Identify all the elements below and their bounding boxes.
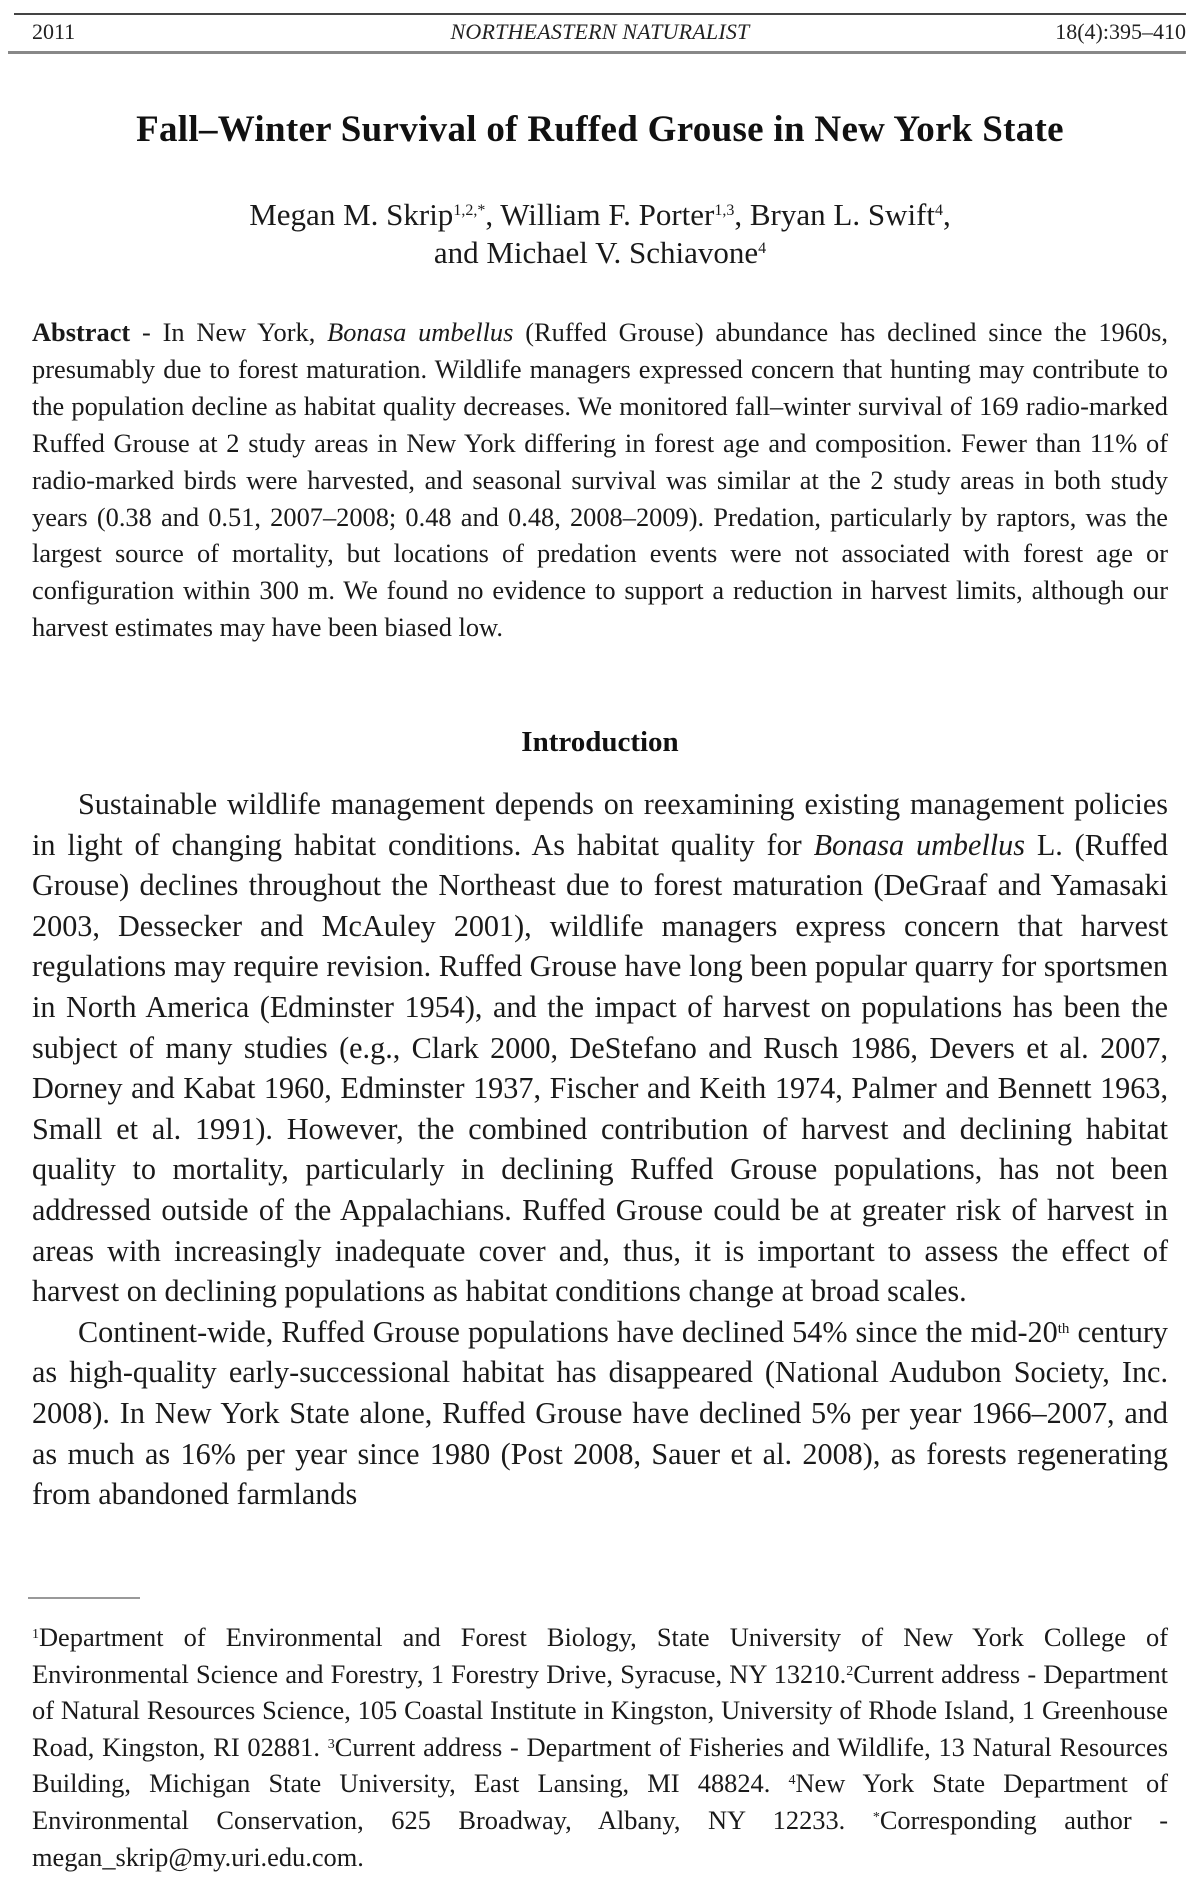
paragraph-text: L. (Ruffed Grouse) declines throughout the Northeast due to forest maturation (DeGraaf and Yamasaki 2003, Dessecker and McAuley 2001), wildlife managers express concern that harvest regulations may require revision. Ruffed Grouse have long been popular quarry for sportsmen in North America (Edminster 1954), and the impact of harvest on populations has been the subject of many studies (e.g., Clark 2000, DeStefano and Rusch 1986, Devers et al. 2007, Dorney and Kabat 1960, Edminster 1937, Fischer and Keith 1974, Palmer and Bennett 1963, Small et al. 1991). However, the combined contribution of harvest and declining habitat quality to mortality, particularly in declining Ruffed Grouse populations, has not been addressed outside of the Appalachians. Ruffed Grouse could be at greater risk of harvest in areas with increasingly inadequate cover and, thus, it is important to assess the effect of harvest on declining populations as habitat conditions change at broad scales. <box>32 827 1168 1309</box>
author-separator: , <box>734 197 750 232</box>
affiliation-footnotes <box>32 1619 1168 1875</box>
footnote-mark: * <box>872 1809 880 1825</box>
paragraph <box>32 784 1168 1312</box>
abstract-dash: - <box>130 317 163 347</box>
author-affiliation: 1,3 <box>714 202 735 219</box>
article-title: Fall–Winter Survival of Ruffed Grouse in New York State <box>136 109 1064 150</box>
paragraph-text: Sustainable wildlife management depends on reexamining existing management policies in light of changing habitat conditions. As habitat quality for <box>32 787 1168 862</box>
section-heading-introduction: Introduction <box>521 726 679 758</box>
running-head <box>14 14 1186 50</box>
footnote-text: Corresponding author - megan_skrip@my.uri.edu.com. <box>32 1804 1169 1872</box>
author-affiliation: 4 <box>935 202 943 219</box>
author-name: William F. Porter <box>500 197 715 232</box>
author-name: and Michael V. Schiavone <box>433 235 759 270</box>
author-affiliation: 1,2,* <box>453 202 486 219</box>
author-separator: , <box>485 197 501 232</box>
author-name: Bryan L. Swift <box>749 197 935 232</box>
paragraph <box>32 1312 1168 1515</box>
author-affiliation: 4 <box>758 240 767 257</box>
header-bottom-rule <box>8 51 1186 54</box>
journal-name: NORTHEASTERN NATURALIST <box>450 19 750 44</box>
species-name: Bonasa umbellus <box>327 317 514 347</box>
publication-year: 2011 <box>32 19 76 44</box>
footnote-separator <box>28 1597 140 1599</box>
introduction-body <box>32 784 1168 1515</box>
paragraph-text: century as high-quality early-successional habitat has disappeared (National Audubon Society, Inc. 2008). In New York State alone, Ruffed Grouse have declined 5% per year 1966–2007, and as much as 16% per year since 1980 (Post 2008, Sauer et al. 2008), as forests regenerating from abandoned farmlands <box>32 1314 1168 1512</box>
footnote-text: Department of Environmental and Forest Biology, State University of New York College of Environmental Science and Forestry, 1 Forestry Drive, Syracuse, NY 13210. <box>32 1622 1168 1689</box>
species-name: Bonasa umbellus <box>813 827 1025 862</box>
footnote-mark: 3 <box>327 1736 335 1752</box>
footnote-text: Current address - Department of Natural Resources Science, 105 Coastal Institute in Kingston, University of Rhode Island, 1 Greenhouse Road, Kingston, RI 02881. <box>32 1658 1168 1762</box>
footnote-text: Current address - Department of Fisheries and Wildlife, 13 Natural Resources Building, Michigan State University, East Lansing, MI 48824. <box>32 1731 1168 1799</box>
author-separator: , <box>943 197 951 232</box>
author-list <box>0 196 1200 272</box>
abstract-label: Abstract <box>32 317 131 347</box>
abstract-text: (Ruffed Grouse) abundance has declined since the 1960s, presumably due to forest maturation. Wildlife managers expressed concern that hunting may contribute to the population decline as habitat quality decreases. We monitored fall–winter survival of 169 radio-marked Ruffed Grouse at 2 study areas in New York differing in forest age and composition. Fewer than 11% of radio-marked birds were harvested, and seasonal survival was similar at the 2 study areas in both study years (0.38 and 0.51, 2007–2008; 0.48 and 0.48, 2008–2009). Predation, particularly by raptors, was the largest source of mortality, but locations of predation events were not associated with forest age or configuration within 300 m. We found no evidence to support a reduction in harvest limits, although our harvest estimates may have been biased low. <box>32 317 1169 643</box>
footnote-mark: 2 <box>846 1663 854 1679</box>
abstract-lead: In New York, <box>162 317 328 347</box>
author-name: Megan M. Skrip <box>249 197 454 232</box>
footnote-mark: 1 <box>32 1627 39 1642</box>
abstract <box>32 314 1168 646</box>
footnote-text: New York State Department of Environmental Conservation, 625 Broadway, Albany, NY 12233. <box>32 1768 1168 1835</box>
volume-pages: 18(4):395–410 <box>1055 19 1186 44</box>
footnote-mark: 4 <box>788 1773 796 1789</box>
ordinal-suffix: th <box>1057 1320 1070 1337</box>
paragraph-text: Continent-wide, Ruffed Grouse populations have declined 54% since the mid-20 <box>78 1314 1058 1349</box>
